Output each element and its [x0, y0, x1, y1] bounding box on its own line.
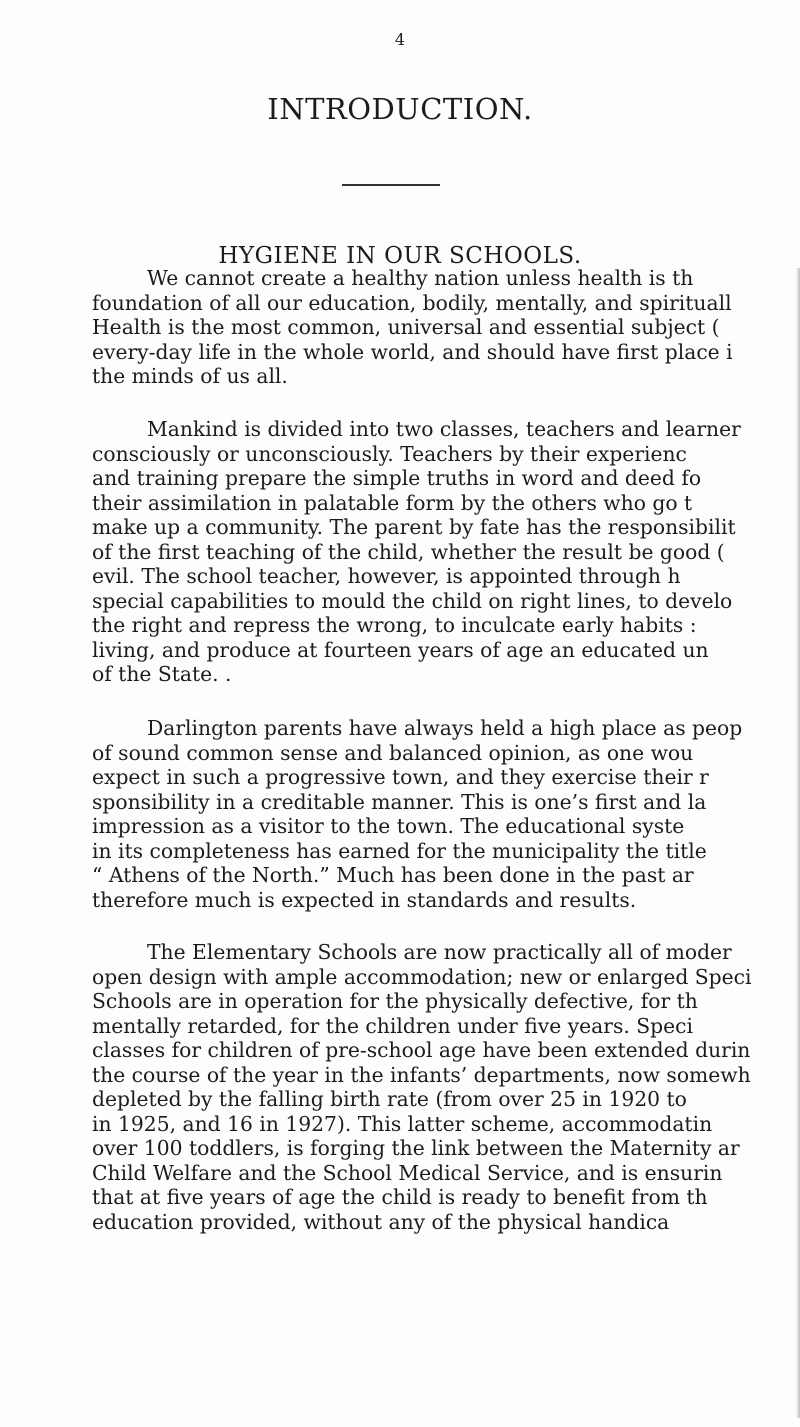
paragraph-line: consciously or unconsciously. Teachers by their experienc: [92, 441, 687, 466]
paragraph-line: classes for children of pre-school age have been extended durin: [92, 1038, 751, 1062]
paragraph-line: of the State. .: [92, 662, 232, 686]
paragraph-line: sponsibility in a creditable manner. This is one’s first and la: [92, 789, 707, 814]
paragraph-line: in 1925, and 16 in 1927). This latter scheme, accommodatin: [92, 1111, 713, 1136]
paragraph-line: expect in such a progressive town, and they exercise their r: [92, 765, 709, 789]
paragraph-3: [92, 716, 800, 912]
paragraph-line: therefore much is expected in standards and results.: [92, 887, 637, 912]
paragraph-line: depleted by the falling birth rate (from over 25 in 1920 to: [92, 1087, 687, 1111]
paragraph-line: living, and produce at fourteen years of age an educated un: [92, 637, 709, 662]
paragraph-line: evil. The school teacher, however, is appointed through h: [92, 564, 681, 588]
paragraph-line: of the first teaching of the child, whether the result be good (: [92, 539, 725, 564]
page-title: INTRODUCTION.: [267, 92, 533, 126]
paragraph-line: mentally retarded, for the children under five years. Speci: [92, 1013, 693, 1038]
paragraph-line: Schools are in operation for the physically defective, for th: [92, 989, 698, 1013]
paragraph-line: Child Welfare and the School Medical Service, and is ensurin: [92, 1160, 723, 1185]
page-number: 4: [394, 30, 406, 49]
paragraph-line: the minds of us all.: [92, 364, 288, 388]
paragraph-line: We cannot create a healthy nation unless health is th: [147, 266, 694, 290]
paragraph-line: The Elementary Schools are now practically all of moder: [147, 940, 732, 964]
paragraph-line: that at five years of age the child is ready to benefit from th: [92, 1185, 708, 1209]
paragraph-1: [92, 266, 800, 389]
paragraph-line: and training prepare the simple truths in word and deed fo: [92, 466, 702, 490]
paragraph-line: impression as a visitor to the town. The educational syste: [92, 814, 685, 838]
page-edge-shadow: [796, 268, 800, 1418]
paragraph-line: of sound common sense and balanced opinion, as one wou: [92, 740, 694, 765]
paragraph-line: in its completeness has earned for the municipality the title: [92, 838, 707, 863]
paragraph-line: Health is the most common, universal and essential subject (: [92, 315, 720, 339]
paragraph-line: make up a community. The parent by fate has the responsibilit: [92, 515, 736, 539]
section-heading: HYGIENE IN OUR SCHOOLS.: [218, 243, 582, 269]
paragraph-line: the right and repress the wrong, to inculcate early habits :: [92, 613, 697, 637]
paragraph-line: “ Athens of the North.” Much has been done in the past ar: [92, 863, 694, 887]
paragraph-line: every-day life in the whole world, and should have first place i: [92, 339, 733, 364]
paragraph-line: foundation of all our education, bodily, mentally, and spirituall: [92, 290, 732, 315]
paragraph-line: the course of the year in the infants’ departments, now somewh: [92, 1062, 751, 1087]
paragraph-line: special capabilities to mould the child on right lines, to develo: [92, 588, 733, 613]
paragraph-4: [92, 940, 800, 1234]
paragraph-2: [92, 417, 800, 687]
title-divider: [342, 184, 440, 186]
paragraph-line: education provided, without any of the physical handica: [92, 1209, 670, 1234]
paragraph-line: Mankind is divided into two classes, teachers and learner: [147, 417, 741, 441]
paragraph-line: over 100 toddlers, is forging the link between the Maternity ar: [92, 1136, 740, 1160]
paragraph-line: open design with ample accommodation; new or enlarged Speci: [92, 964, 752, 989]
paragraph-line: Darlington parents have always held a high place as peop: [147, 716, 743, 740]
paragraph-line: their assimilation in palatable form by the others who go t: [92, 490, 693, 515]
